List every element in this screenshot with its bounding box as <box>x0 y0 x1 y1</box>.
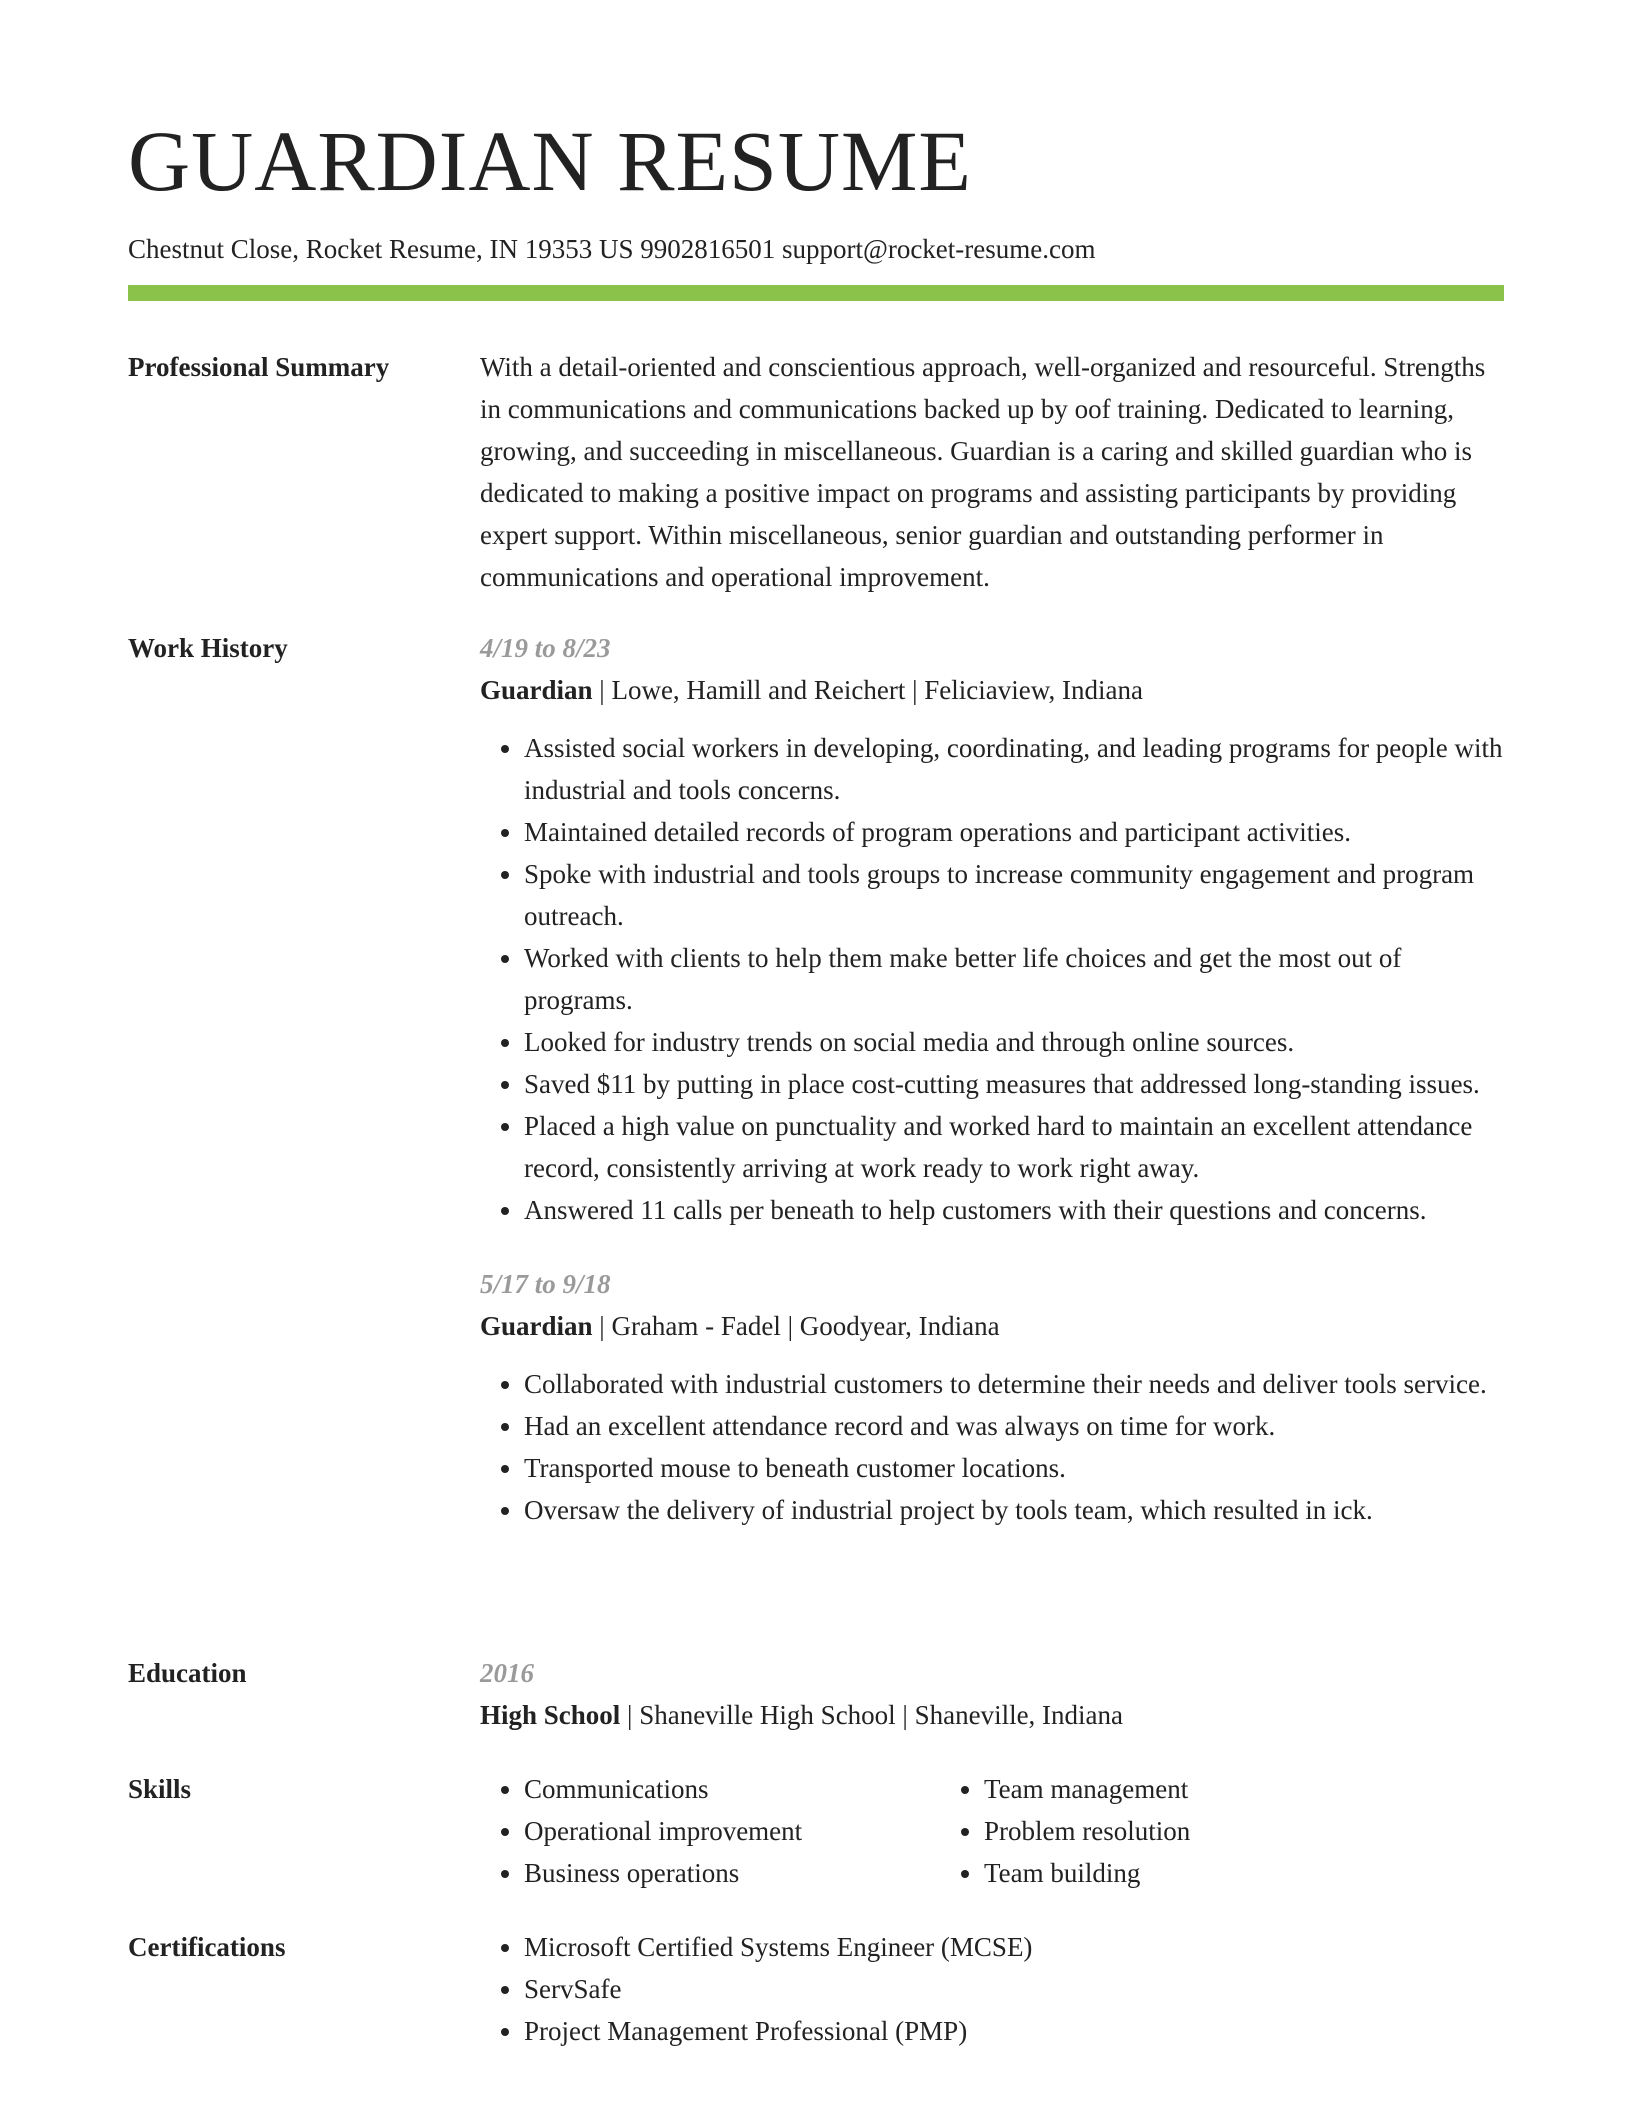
skills-list <box>940 1768 1440 1894</box>
job-bullet: • Collaborated with industrial customers to determine their needs and deliver tools service. <box>524 1363 1504 1405</box>
certification-item: • ServSafe <box>524 1968 1504 2010</box>
job-bullet: • Assisted social workers in developing, coordinating, and leading programs for people with industrial and tools concerns. <box>524 727 1504 811</box>
job-details: | Lowe, Hamill and Reichert | Feliciaview, Indiana <box>592 675 1143 705</box>
education-degree: High School <box>480 1700 621 1730</box>
education-heading: Education <box>128 1658 247 1688</box>
summary-body <box>480 346 1504 598</box>
job-role-line <box>480 669 1504 711</box>
job-details: | Graham - Fadel | Goodyear, Indiana <box>592 1311 1000 1341</box>
job-bullet: • Spoke with industrial and tools groups to increase community engagement and program outreach. <box>524 853 1504 937</box>
job-bullet: • Looked for industry trends on social media and through online sources. <box>524 1021 1504 1063</box>
contact-line: Chestnut Close, Rocket Resume, IN 19353 US 9902816501 support@rocket-resume.com <box>128 234 1096 264</box>
job-bullet: • Answered 11 calls per beneath to help customers with their questions and concerns. <box>524 1189 1504 1231</box>
skill-item: • Business operations <box>524 1852 940 1894</box>
work-history-heading: Work History <box>128 633 288 663</box>
skills-list <box>480 1768 940 1894</box>
certifications-body <box>480 1926 1504 2052</box>
summary-text: With a detail-oriented and conscientious approach, well-organized and resourceful. Strengths in communications and communications backed up by oof training. Dedicated to learning, growing, and succeeding in miscellaneous. Guardian is a caring and skilled guardian who is dedicated to making a positive impact on programs and assisting participants by providing expert support. Within miscellaneous, senior guardian and outstanding performer in communications and operational improvement. <box>480 352 1486 592</box>
certifications-heading: Certifications <box>128 1932 286 1962</box>
skills-columns <box>480 1768 1504 1894</box>
education-body <box>480 1652 1504 1736</box>
job-bullet: • Maintained detailed records of program operations and participant activities. <box>524 811 1504 853</box>
certification-item: • Project Management Professional (PMP) <box>524 2010 1504 2052</box>
job-entry <box>480 1263 1504 1531</box>
header-divider <box>128 285 1504 301</box>
skill-item: • Team management <box>984 1768 1440 1810</box>
job-bullet: • Saved $11 by putting in place cost-cutting measures that addressed long-standing issues. <box>524 1063 1504 1105</box>
education-year: 2016 <box>480 1658 534 1688</box>
skill-item: • Team building <box>984 1852 1440 1894</box>
job-title: Guardian <box>480 675 593 705</box>
job-bullet: • Transported mouse to beneath customer locations. <box>524 1447 1504 1489</box>
certification-item: • Microsoft Certified Systems Engineer (MCSE) <box>524 1926 1504 1968</box>
job-bullet: • Oversaw the delivery of industrial project by tools team, which resulted in ick. <box>524 1489 1504 1531</box>
job-dates: 5/17 to 9/18 <box>480 1269 611 1299</box>
skills-heading: Skills <box>128 1774 192 1804</box>
skills-body <box>480 1768 1504 1894</box>
job-title: Guardian <box>480 1311 593 1341</box>
job-bullet: • Had an excellent attendance record and was always on time for work. <box>524 1405 1504 1447</box>
skills-column-left <box>480 1768 940 1894</box>
skills-column-right <box>940 1768 1440 1894</box>
resume-title: GUARDIAN RESUME <box>128 113 972 209</box>
education-details: | Shaneville High School | Shaneville, Indiana <box>620 1700 1124 1730</box>
job-entry <box>480 627 1504 1231</box>
job-bullet: • Worked with clients to help them make better life choices and get the most out of programs. <box>524 937 1504 1021</box>
job-bullet: • Placed a high value on punctuality and worked hard to maintain an excellent attendance record, consistently arriving at work ready to work right away. <box>524 1105 1504 1189</box>
skill-item: • Problem resolution <box>984 1810 1440 1852</box>
education-line <box>480 1694 1504 1736</box>
certifications-list <box>480 1926 1504 2052</box>
skill-item: • Communications <box>524 1768 940 1810</box>
job-role-line <box>480 1305 1504 1347</box>
job-dates: 4/19 to 8/23 <box>480 633 611 663</box>
summary-heading: Professional Summary <box>128 352 390 382</box>
skill-item: • Operational improvement <box>524 1810 940 1852</box>
job-bullets <box>480 727 1504 1231</box>
work-history-body <box>480 627 1504 1531</box>
job-bullets <box>480 1363 1504 1531</box>
